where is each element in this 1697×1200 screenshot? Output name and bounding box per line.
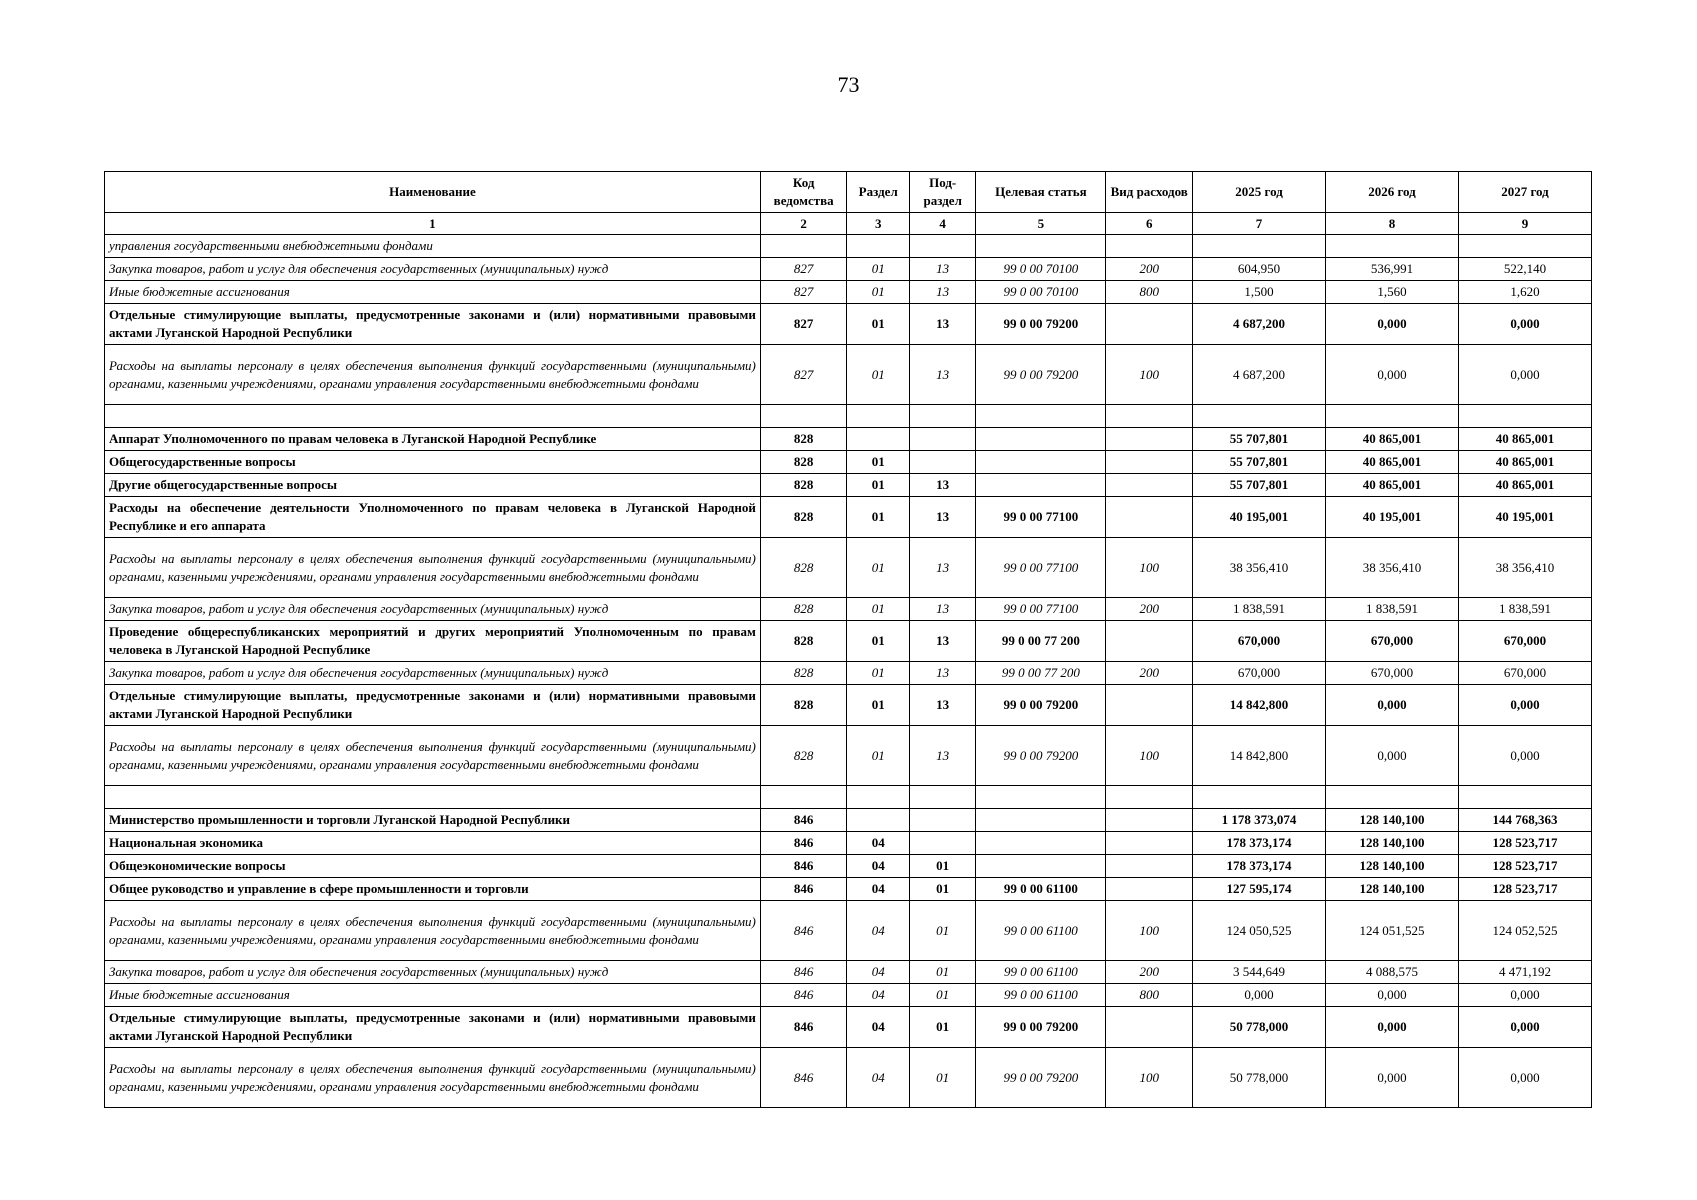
cell-amount-2027: 38 356,410 (1458, 538, 1591, 598)
cell-amount-2026: 0,000 (1325, 984, 1458, 1007)
cell-amount-2026: 128 140,100 (1325, 809, 1458, 832)
cell-expense-type (1106, 451, 1193, 474)
cell-row-name: Расходы на выплаты персоналу в целях обеспечения выполнения функций государственными (муниципальными) органами, казенными учреждениями, органами управления государственными внебюджетными фондами (105, 1048, 761, 1108)
cell-target-article (976, 405, 1106, 428)
cell-amount-2025: 3 544,649 (1193, 961, 1326, 984)
cell-amount-2027: 144 768,363 (1458, 809, 1591, 832)
cell-expense-type (1106, 497, 1193, 538)
cell-dept-code: 828 (760, 685, 847, 726)
cell-target-article: 99 0 00 79200 (976, 726, 1106, 786)
table-row (105, 855, 1592, 878)
page-number: 73 (837, 72, 860, 97)
cell-target-article: 99 0 00 77100 (976, 538, 1106, 598)
cell-row-name: Иные бюджетные ассигнования (105, 281, 761, 304)
cell-amount-2025: 670,000 (1193, 621, 1326, 662)
cell-amount-2025: 124 050,525 (1193, 901, 1326, 961)
cell-amount-2027: 1,620 (1458, 281, 1591, 304)
cell-section (847, 428, 909, 451)
cell-amount-2026: 128 140,100 (1325, 878, 1458, 901)
cell-section (847, 405, 909, 428)
cell-target-article: 99 0 00 61100 (976, 901, 1106, 961)
cell-amount-2026: 0,000 (1325, 685, 1458, 726)
column-number: 6 (1106, 213, 1193, 235)
table-row (105, 428, 1592, 451)
cell-amount-2027: 0,000 (1458, 984, 1591, 1007)
cell-amount-2027: 4 471,192 (1458, 961, 1591, 984)
table-row (105, 235, 1592, 258)
cell-subsection (909, 405, 975, 428)
cell-subsection: 01 (909, 1007, 975, 1048)
column-number: 4 (909, 213, 975, 235)
cell-expense-type (1106, 304, 1193, 345)
cell-row-name: Другие общегосударственные вопросы (105, 474, 761, 497)
cell-expense-type: 100 (1106, 1048, 1193, 1108)
cell-row-name: Расходы на выплаты персоналу в целях обеспечения выполнения функций государственными (муниципальными) органами, казенными учреждениями, органами управления государственными внебюджетными фондами (105, 901, 761, 961)
cell-amount-2027: 128 523,717 (1458, 855, 1591, 878)
cell-amount-2025: 178 373,174 (1193, 855, 1326, 878)
cell-expense-type: 100 (1106, 901, 1193, 961)
cell-dept-code: 846 (760, 855, 847, 878)
cell-target-article: 99 0 00 70100 (976, 281, 1106, 304)
cell-section (847, 786, 909, 809)
cell-target-article: 99 0 00 77100 (976, 598, 1106, 621)
cell-dept-code: 827 (760, 281, 847, 304)
cell-amount-2027 (1458, 235, 1591, 258)
table-row (105, 662, 1592, 685)
cell-dept-code: 846 (760, 832, 847, 855)
cell-dept-code: 828 (760, 662, 847, 685)
cell-amount-2026: 38 356,410 (1325, 538, 1458, 598)
cell-target-article: 99 0 00 79200 (976, 304, 1106, 345)
cell-amount-2025: 604,950 (1193, 258, 1326, 281)
cell-amount-2026: 0,000 (1325, 304, 1458, 345)
cell-section: 01 (847, 451, 909, 474)
cell-subsection: 13 (909, 474, 975, 497)
cell-section: 01 (847, 345, 909, 405)
cell-amount-2026 (1325, 405, 1458, 428)
cell-row-name: Аппарат Уполномоченного по правам человека в Луганской Народной Республике (105, 428, 761, 451)
cell-target-article: 99 0 00 77100 (976, 497, 1106, 538)
cell-dept-code: 828 (760, 497, 847, 538)
cell-subsection: 01 (909, 984, 975, 1007)
cell-section: 01 (847, 258, 909, 281)
cell-row-name: Общегосударственные вопросы (105, 451, 761, 474)
cell-subsection (909, 832, 975, 855)
cell-amount-2025: 50 778,000 (1193, 1048, 1326, 1108)
cell-subsection: 01 (909, 1048, 975, 1108)
cell-amount-2025: 4 687,200 (1193, 304, 1326, 345)
cell-target-article (976, 786, 1106, 809)
header-year-2025: 2025 год (1193, 172, 1326, 213)
cell-amount-2025: 178 373,174 (1193, 832, 1326, 855)
cell-expense-type (1106, 621, 1193, 662)
cell-expense-type (1106, 685, 1193, 726)
table-row (105, 345, 1592, 405)
cell-subsection: 01 (909, 901, 975, 961)
cell-target-article: 99 0 00 61100 (976, 984, 1106, 1007)
cell-amount-2027: 124 052,525 (1458, 901, 1591, 961)
cell-expense-type (1106, 878, 1193, 901)
cell-amount-2027: 40 195,001 (1458, 497, 1591, 538)
cell-amount-2025: 4 687,200 (1193, 345, 1326, 405)
table-row (105, 451, 1592, 474)
cell-row-name: Отдельные стимулирующие выплаты, предусмотренные законами и (или) нормативными правовыми актами Луганской Народной Республики (105, 685, 761, 726)
cell-section: 04 (847, 961, 909, 984)
column-number: 1 (105, 213, 761, 235)
cell-amount-2026: 128 140,100 (1325, 855, 1458, 878)
table-row (105, 281, 1592, 304)
cell-target-article (976, 474, 1106, 497)
column-number: 8 (1325, 213, 1458, 235)
header-year-2026: 2026 год (1325, 172, 1458, 213)
cell-expense-type (1106, 235, 1193, 258)
cell-amount-2027: 0,000 (1458, 726, 1591, 786)
cell-target-article: 99 0 00 61100 (976, 961, 1106, 984)
cell-dept-code: 828 (760, 451, 847, 474)
cell-dept-code: 828 (760, 726, 847, 786)
table-row (105, 984, 1592, 1007)
table-row (105, 621, 1592, 662)
cell-amount-2026: 40 865,001 (1325, 451, 1458, 474)
cell-amount-2027 (1458, 786, 1591, 809)
cell-amount-2025: 1 838,591 (1193, 598, 1326, 621)
cell-amount-2027: 40 865,001 (1458, 451, 1591, 474)
cell-amount-2027 (1458, 405, 1591, 428)
cell-section: 01 (847, 304, 909, 345)
cell-row-name: Закупка товаров, работ и услуг для обеспечения государственных (муниципальных) нужд (105, 662, 761, 685)
cell-dept-code: 827 (760, 345, 847, 405)
cell-dept-code: 846 (760, 984, 847, 1007)
cell-amount-2026: 0,000 (1325, 345, 1458, 405)
header-row (105, 172, 1592, 213)
cell-amount-2027: 0,000 (1458, 685, 1591, 726)
cell-expense-type (1106, 405, 1193, 428)
cell-target-article (976, 809, 1106, 832)
cell-target-article: 99 0 00 77 200 (976, 662, 1106, 685)
cell-dept-code: 846 (760, 1048, 847, 1108)
cell-dept-code (760, 786, 847, 809)
column-number: 3 (847, 213, 909, 235)
cell-target-article: 99 0 00 70100 (976, 258, 1106, 281)
cell-amount-2027: 0,000 (1458, 304, 1591, 345)
cell-amount-2027: 40 865,001 (1458, 428, 1591, 451)
cell-subsection: 13 (909, 497, 975, 538)
table-row (105, 304, 1592, 345)
header-target-article: Целевая статья (976, 172, 1106, 213)
cell-target-article: 99 0 00 79200 (976, 1007, 1106, 1048)
spacer-row (105, 786, 1592, 809)
cell-dept-code: 828 (760, 621, 847, 662)
cell-amount-2026: 124 051,525 (1325, 901, 1458, 961)
cell-section: 01 (847, 598, 909, 621)
cell-amount-2025: 14 842,800 (1193, 726, 1326, 786)
table-row (105, 832, 1592, 855)
cell-section: 01 (847, 685, 909, 726)
cell-expense-type (1106, 1007, 1193, 1048)
cell-amount-2025: 14 842,800 (1193, 685, 1326, 726)
cell-dept-code: 827 (760, 258, 847, 281)
cell-dept-code: 846 (760, 961, 847, 984)
table-row (105, 258, 1592, 281)
cell-section: 01 (847, 497, 909, 538)
cell-amount-2026: 0,000 (1325, 726, 1458, 786)
cell-amount-2027: 40 865,001 (1458, 474, 1591, 497)
cell-amount-2025 (1193, 405, 1326, 428)
cell-dept-code: 828 (760, 538, 847, 598)
cell-subsection: 13 (909, 258, 975, 281)
column-number: 9 (1458, 213, 1591, 235)
cell-row-name: Министерство промышленности и торговли Луганской Народной Республики (105, 809, 761, 832)
cell-row-name: управления государственными внебюджетными фондами (105, 235, 761, 258)
cell-section: 01 (847, 474, 909, 497)
cell-section (847, 809, 909, 832)
header-name: Наименование (105, 172, 761, 213)
cell-expense-type: 100 (1106, 726, 1193, 786)
cell-subsection: 13 (909, 598, 975, 621)
cell-row-name: Расходы на выплаты персоналу в целях обеспечения выполнения функций государственными (муниципальными) органами, казенными учреждениями, органами управления государственными внебюджетными фондами (105, 538, 761, 598)
cell-expense-type (1106, 474, 1193, 497)
cell-expense-type: 200 (1106, 258, 1193, 281)
table-row (105, 726, 1592, 786)
cell-expense-type: 200 (1106, 598, 1193, 621)
cell-dept-code: 846 (760, 1007, 847, 1048)
cell-amount-2025 (1193, 786, 1326, 809)
cell-target-article: 99 0 00 61100 (976, 878, 1106, 901)
table-row (105, 878, 1592, 901)
cell-dept-code: 846 (760, 809, 847, 832)
cell-amount-2027: 0,000 (1458, 1007, 1591, 1048)
cell-amount-2025: 0,000 (1193, 984, 1326, 1007)
cell-row-name: Закупка товаров, работ и услуг для обеспечения государственных (муниципальных) нужд (105, 961, 761, 984)
cell-dept-code (760, 405, 847, 428)
cell-amount-2027: 0,000 (1458, 345, 1591, 405)
cell-amount-2025: 40 195,001 (1193, 497, 1326, 538)
cell-dept-code: 828 (760, 598, 847, 621)
cell-subsection: 13 (909, 345, 975, 405)
cell-subsection (909, 786, 975, 809)
cell-amount-2025: 670,000 (1193, 662, 1326, 685)
table-row (105, 901, 1592, 961)
cell-expense-type (1106, 428, 1193, 451)
cell-section: 01 (847, 538, 909, 598)
cell-amount-2026: 128 140,100 (1325, 832, 1458, 855)
table-row (105, 538, 1592, 598)
cell-dept-code: 828 (760, 428, 847, 451)
cell-target-article (976, 428, 1106, 451)
column-number: 7 (1193, 213, 1326, 235)
header-dept-code: Код ведомства (760, 172, 847, 213)
cell-expense-type: 200 (1106, 662, 1193, 685)
cell-row-name: Расходы на выплаты персоналу в целях обеспечения выполнения функций государственными (муниципальными) органами, казенными учреждениями, органами управления государственными внебюджетными фондами (105, 726, 761, 786)
header-expense-type: Вид расходов (1106, 172, 1193, 213)
cell-dept-code: 846 (760, 901, 847, 961)
cell-expense-type: 800 (1106, 984, 1193, 1007)
cell-section: 04 (847, 1048, 909, 1108)
cell-amount-2027: 522,140 (1458, 258, 1591, 281)
cell-section: 04 (847, 832, 909, 855)
header-section: Раздел (847, 172, 909, 213)
cell-subsection: 13 (909, 304, 975, 345)
cell-expense-type: 800 (1106, 281, 1193, 304)
cell-row-name: Общеэкономические вопросы (105, 855, 761, 878)
cell-amount-2026: 40 865,001 (1325, 474, 1458, 497)
budget-table (104, 171, 1592, 1108)
cell-expense-type (1106, 809, 1193, 832)
cell-subsection (909, 451, 975, 474)
cell-amount-2025 (1193, 235, 1326, 258)
cell-row-name: Отдельные стимулирующие выплаты, предусмотренные законами и (или) нормативными правовыми актами Луганской Народной Республики (105, 1007, 761, 1048)
cell-amount-2026: 1 838,591 (1325, 598, 1458, 621)
table-row (105, 809, 1592, 832)
cell-subsection: 13 (909, 621, 975, 662)
cell-amount-2025: 50 778,000 (1193, 1007, 1326, 1048)
cell-row-name: Расходы на выплаты персоналу в целях обеспечения выполнения функций государственными (муниципальными) органами, казенными учреждениями, органами управления государственными внебюджетными фондами (105, 345, 761, 405)
cell-amount-2025: 55 707,801 (1193, 451, 1326, 474)
cell-amount-2027: 128 523,717 (1458, 878, 1591, 901)
cell-dept-code: 846 (760, 878, 847, 901)
cell-target-article: 99 0 00 77 200 (976, 621, 1106, 662)
cell-row-name: Национальная экономика (105, 832, 761, 855)
table-row (105, 497, 1592, 538)
column-number: 2 (760, 213, 847, 235)
cell-section: 01 (847, 726, 909, 786)
cell-amount-2026: 0,000 (1325, 1007, 1458, 1048)
cell-amount-2027: 1 838,591 (1458, 598, 1591, 621)
cell-amount-2026: 0,000 (1325, 1048, 1458, 1108)
cell-amount-2027: 128 523,717 (1458, 832, 1591, 855)
cell-amount-2025: 38 356,410 (1193, 538, 1326, 598)
cell-amount-2026: 670,000 (1325, 621, 1458, 662)
table-row (105, 1007, 1592, 1048)
cell-amount-2025: 55 707,801 (1193, 474, 1326, 497)
header-subsection: Под-раздел (909, 172, 975, 213)
cell-subsection: 13 (909, 281, 975, 304)
cell-target-article: 99 0 00 79200 (976, 345, 1106, 405)
cell-amount-2027: 670,000 (1458, 621, 1591, 662)
cell-target-article (976, 235, 1106, 258)
table-row (105, 961, 1592, 984)
cell-section (847, 235, 909, 258)
table-row (105, 1048, 1592, 1108)
cell-expense-type: 100 (1106, 538, 1193, 598)
cell-dept-code: 827 (760, 304, 847, 345)
cell-section: 01 (847, 621, 909, 662)
header-year-2027: 2027 год (1458, 172, 1591, 213)
cell-section: 04 (847, 1007, 909, 1048)
cell-dept-code: 828 (760, 474, 847, 497)
spacer-row (105, 405, 1592, 428)
cell-target-article (976, 451, 1106, 474)
cell-row-name: Отдельные стимулирующие выплаты, предусмотренные законами и (или) нормативными правовыми актами Луганской Народной Республики (105, 304, 761, 345)
column-number-row (105, 213, 1592, 235)
table-body (105, 235, 1592, 1108)
cell-subsection: 13 (909, 685, 975, 726)
cell-amount-2026 (1325, 235, 1458, 258)
table-row (105, 685, 1592, 726)
cell-expense-type (1106, 855, 1193, 878)
cell-target-article: 99 0 00 79200 (976, 1048, 1106, 1108)
cell-amount-2026 (1325, 786, 1458, 809)
cell-subsection (909, 428, 975, 451)
cell-expense-type (1106, 832, 1193, 855)
cell-amount-2027: 0,000 (1458, 1048, 1591, 1108)
cell-section: 04 (847, 984, 909, 1007)
cell-amount-2026: 1,560 (1325, 281, 1458, 304)
cell-row-name (105, 786, 761, 809)
cell-subsection: 01 (909, 878, 975, 901)
cell-amount-2025: 127 595,174 (1193, 878, 1326, 901)
cell-amount-2025: 1 178 373,074 (1193, 809, 1326, 832)
cell-section: 04 (847, 878, 909, 901)
cell-row-name: Проведение общереспубликанских мероприятий и других мероприятий Уполномоченным по правам человека в Луганской Народной Республике (105, 621, 761, 662)
cell-section: 04 (847, 855, 909, 878)
cell-row-name (105, 405, 761, 428)
cell-section: 01 (847, 662, 909, 685)
cell-amount-2026: 536,991 (1325, 258, 1458, 281)
column-number: 5 (976, 213, 1106, 235)
cell-subsection (909, 809, 975, 832)
cell-amount-2026: 40 195,001 (1325, 497, 1458, 538)
cell-dept-code (760, 235, 847, 258)
cell-expense-type (1106, 786, 1193, 809)
cell-subsection: 01 (909, 961, 975, 984)
cell-target-article (976, 855, 1106, 878)
cell-amount-2025: 1,500 (1193, 281, 1326, 304)
cell-subsection: 13 (909, 662, 975, 685)
cell-row-name: Закупка товаров, работ и услуг для обеспечения государственных (муниципальных) нужд (105, 258, 761, 281)
cell-row-name: Иные бюджетные ассигнования (105, 984, 761, 1007)
cell-target-article (976, 832, 1106, 855)
cell-amount-2027: 670,000 (1458, 662, 1591, 685)
cell-expense-type: 100 (1106, 345, 1193, 405)
cell-amount-2026: 4 088,575 (1325, 961, 1458, 984)
cell-amount-2025: 55 707,801 (1193, 428, 1326, 451)
cell-amount-2026: 670,000 (1325, 662, 1458, 685)
cell-subsection: 01 (909, 855, 975, 878)
table-row (105, 598, 1592, 621)
cell-amount-2026: 40 865,001 (1325, 428, 1458, 451)
cell-subsection: 13 (909, 726, 975, 786)
cell-row-name: Общее руководство и управление в сфере промышленности и торговли (105, 878, 761, 901)
cell-subsection (909, 235, 975, 258)
cell-section: 04 (847, 901, 909, 961)
cell-row-name: Закупка товаров, работ и услуг для обеспечения государственных (муниципальных) нужд (105, 598, 761, 621)
cell-expense-type: 200 (1106, 961, 1193, 984)
cell-subsection: 13 (909, 538, 975, 598)
cell-row-name: Расходы на обеспечение деятельности Уполномоченного по правам человека в Луганской Народной Республике и его аппарата (105, 497, 761, 538)
table-row (105, 474, 1592, 497)
cell-section: 01 (847, 281, 909, 304)
cell-target-article: 99 0 00 79200 (976, 685, 1106, 726)
